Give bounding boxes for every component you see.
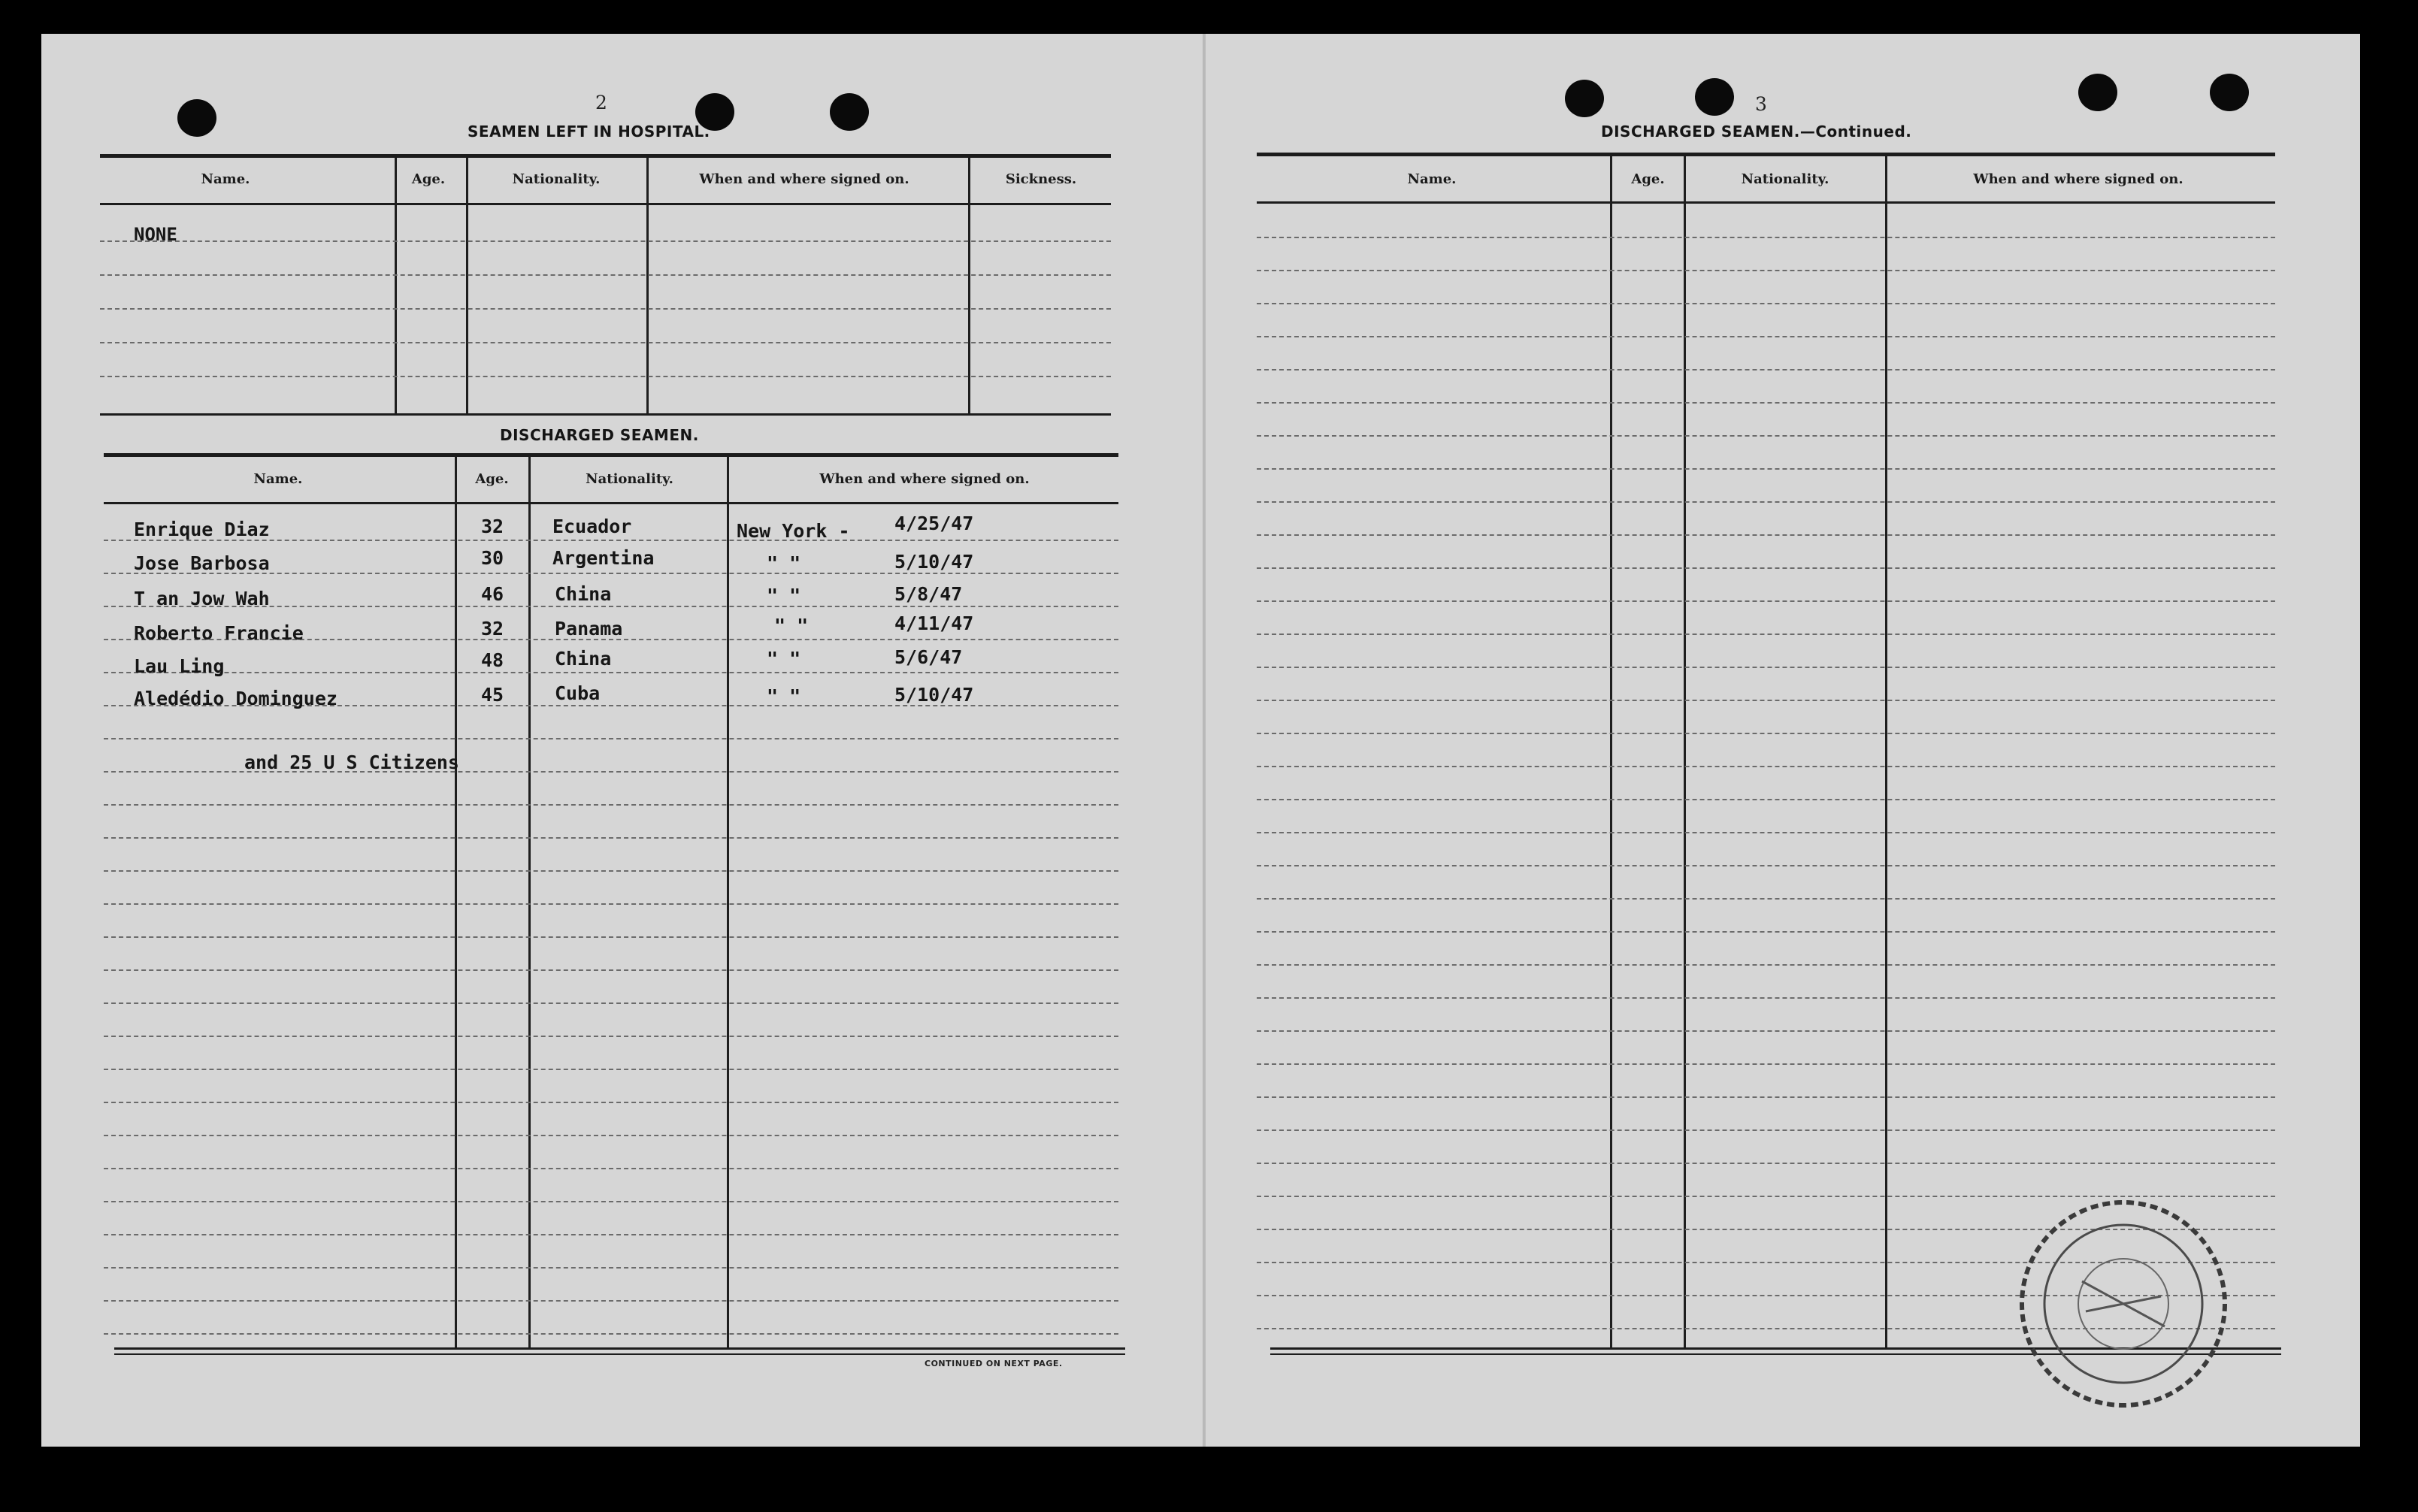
right-col-signed-on: When and where signed on. bbox=[1973, 171, 2183, 187]
hospital-col-divider bbox=[395, 158, 397, 413]
discharged-row-age: 32 bbox=[481, 618, 504, 640]
discharged-row-age: 46 bbox=[481, 583, 504, 605]
hospital-row-line bbox=[100, 240, 1111, 242]
discharged-col-signed-on: When and where signed on. bbox=[819, 471, 1030, 487]
ruled-row-line bbox=[104, 903, 1118, 905]
discharged-row-nationality: China bbox=[555, 583, 612, 605]
discharged-header-rule bbox=[104, 502, 1118, 504]
discharged-row-age: 45 bbox=[481, 684, 504, 706]
ruled-row-line bbox=[1257, 931, 2275, 933]
hospital-col-sickness: Sickness. bbox=[1005, 171, 1077, 187]
ruled-row-line bbox=[1257, 1030, 2275, 1032]
discharged-col-divider bbox=[455, 457, 457, 1347]
hospital-col-age: Age. bbox=[411, 171, 446, 187]
binder-hole bbox=[830, 93, 869, 131]
hospital-col-signed-on: When and where signed on. bbox=[699, 171, 909, 187]
discharged-col-divider bbox=[727, 457, 729, 1347]
right-section-title: DISCHARGED SEAMEN.—Continued. bbox=[1601, 122, 1912, 141]
discharged-row-place: " " bbox=[767, 585, 801, 606]
discharged-row-date: 5/10/47 bbox=[894, 551, 974, 573]
ruled-row-line bbox=[104, 1333, 1118, 1335]
ruled-row-line bbox=[104, 1168, 1118, 1169]
ruled-row-line bbox=[1257, 799, 2275, 800]
hospital-table-bottom-rule bbox=[100, 413, 1111, 416]
binder-hole bbox=[177, 99, 216, 137]
ruled-row-line bbox=[104, 870, 1118, 872]
discharged-row-date: 5/8/47 bbox=[894, 583, 963, 605]
ruled-row-line bbox=[1257, 865, 2275, 866]
hospital-row-line bbox=[100, 308, 1111, 310]
ruled-row-line bbox=[1257, 1063, 2275, 1065]
page-number-left: 2 bbox=[595, 92, 607, 113]
discharged-table-bottom-rule bbox=[114, 1347, 1125, 1350]
ruled-row-line bbox=[1257, 1129, 2275, 1131]
right-col-age: Age. bbox=[1631, 171, 1665, 187]
ruled-row-line bbox=[1257, 435, 2275, 437]
ruled-row-line bbox=[1257, 303, 2275, 304]
ruled-row-line bbox=[104, 936, 1118, 938]
discharged-col-divider bbox=[528, 457, 531, 1347]
ruled-row-line bbox=[104, 1135, 1118, 1136]
discharged-table-top-rule bbox=[104, 453, 1118, 457]
ruled-row-line bbox=[1257, 501, 2275, 503]
discharged-row-name: Aledédio Dominguez bbox=[134, 688, 337, 709]
discharged-row-place: " " bbox=[767, 648, 801, 670]
page-fold bbox=[1203, 34, 1206, 1447]
hospital-header-rule bbox=[100, 203, 1111, 205]
ruled-row-line bbox=[1257, 402, 2275, 404]
ruled-row-line bbox=[1257, 270, 2275, 271]
right-col-divider bbox=[1885, 156, 1887, 1347]
ruled-row-line bbox=[1257, 898, 2275, 900]
ruled-row-line bbox=[1257, 667, 2275, 668]
discharged-row-age: 30 bbox=[481, 547, 504, 569]
ruled-row-line bbox=[1257, 733, 2275, 734]
page-number-right: 3 bbox=[1755, 93, 1767, 115]
hospital-table-top-rule bbox=[100, 154, 1111, 158]
ruled-row-line bbox=[1257, 468, 2275, 470]
hospital-col-divider bbox=[968, 158, 970, 413]
ruled-row-line bbox=[1257, 336, 2275, 337]
discharged-row-date: 4/25/47 bbox=[894, 513, 974, 534]
ruled-row-line bbox=[104, 1002, 1118, 1004]
discharged-row-nationality: Panama bbox=[555, 618, 623, 640]
hospital-row-line bbox=[100, 376, 1111, 377]
right-table-top-rule bbox=[1257, 153, 2275, 156]
postmark-stamp-icon bbox=[2011, 1191, 2236, 1417]
discharged-row-nationality: Ecuador bbox=[552, 516, 632, 537]
discharged-row-place: New York - bbox=[737, 520, 850, 542]
hospital-row-line bbox=[100, 274, 1111, 276]
discharged-table-bottom-rule bbox=[114, 1353, 1125, 1355]
ruled-row-line bbox=[1257, 567, 2275, 569]
ruled-row-line bbox=[1257, 964, 2275, 966]
ruled-row-line bbox=[104, 738, 1118, 739]
ruled-row-line bbox=[104, 1102, 1118, 1103]
binder-hole bbox=[1695, 78, 1734, 116]
ruled-row-line bbox=[104, 1069, 1118, 1070]
discharged-row-name: Lau Ling bbox=[134, 655, 225, 677]
discharged-row-place: " " bbox=[767, 552, 801, 574]
hospital-col-nationality: Nationality. bbox=[512, 171, 601, 187]
ruled-row-line bbox=[104, 672, 1118, 673]
ruled-row-line bbox=[104, 969, 1118, 971]
discharged-row-name: T an Jow Wah bbox=[134, 588, 270, 609]
discharged-row-nationality: China bbox=[555, 648, 612, 670]
ruled-row-line bbox=[1257, 766, 2275, 767]
ruled-row-line bbox=[104, 1036, 1118, 1037]
discharged-row-date: 5/10/47 bbox=[894, 684, 974, 706]
ruled-row-line bbox=[1257, 997, 2275, 999]
discharged-row-name: Jose Barbosa bbox=[134, 552, 270, 574]
discharged-row-name: Roberto Francie bbox=[134, 622, 304, 644]
discharged-col-nationality: Nationality. bbox=[586, 471, 673, 487]
hospital-col-name: Name. bbox=[201, 171, 250, 187]
discharged-row-date: 4/11/47 bbox=[894, 612, 974, 634]
hospital-entry: NONE bbox=[134, 224, 177, 245]
discharged-row-date: 5/6/47 bbox=[894, 646, 963, 668]
ruled-row-line bbox=[1257, 1096, 2275, 1098]
ruled-row-line bbox=[104, 804, 1118, 806]
binder-hole bbox=[2210, 74, 2249, 111]
discharged-row-place: " " bbox=[767, 685, 801, 707]
ruled-row-line bbox=[104, 837, 1118, 839]
discharged-note: and 25 U S Citizens bbox=[244, 751, 459, 773]
discharged-row-nationality: Argentina bbox=[552, 547, 655, 569]
right-col-divider bbox=[1610, 156, 1612, 1347]
discharged-row-name: Enrique Diaz bbox=[134, 519, 270, 540]
discharged-row-age: 32 bbox=[481, 516, 504, 537]
ruled-row-line bbox=[104, 1201, 1118, 1202]
discharged-row-place: " " bbox=[774, 615, 809, 637]
ruled-row-line bbox=[1257, 832, 2275, 833]
right-col-name: Name. bbox=[1407, 171, 1457, 187]
ruled-row-line bbox=[1257, 1163, 2275, 1164]
right-col-divider bbox=[1684, 156, 1686, 1347]
discharged-row-nationality: Cuba bbox=[555, 682, 601, 704]
right-col-nationality: Nationality. bbox=[1741, 171, 1829, 187]
ruled-row-line bbox=[1257, 369, 2275, 370]
ruled-row-line bbox=[1257, 700, 2275, 701]
right-header-rule bbox=[1257, 201, 2275, 204]
hospital-section-title: SEAMEN LEFT IN HOSPITAL. bbox=[468, 122, 710, 141]
discharged-col-name: Name. bbox=[253, 471, 303, 487]
binder-hole bbox=[1565, 80, 1604, 117]
hospital-col-divider bbox=[466, 158, 468, 413]
discharged-col-age: Age. bbox=[475, 471, 509, 487]
hospital-col-divider bbox=[646, 158, 649, 413]
hospital-row-line bbox=[100, 342, 1111, 343]
ruled-row-line bbox=[1257, 600, 2275, 602]
discharged-row-age: 48 bbox=[481, 649, 504, 671]
ruled-row-line bbox=[104, 1267, 1118, 1269]
ruled-row-line bbox=[104, 1300, 1118, 1302]
ruled-row-line bbox=[1257, 534, 2275, 536]
ruled-row-line bbox=[1257, 634, 2275, 635]
ruled-row-line bbox=[104, 1234, 1118, 1235]
ruled-row-line bbox=[1257, 237, 2275, 238]
discharged-section-title: DISCHARGED SEAMEN. bbox=[500, 426, 699, 444]
continued-footer: CONTINUED ON NEXT PAGE. bbox=[925, 1359, 1063, 1368]
binder-hole bbox=[2078, 74, 2117, 111]
